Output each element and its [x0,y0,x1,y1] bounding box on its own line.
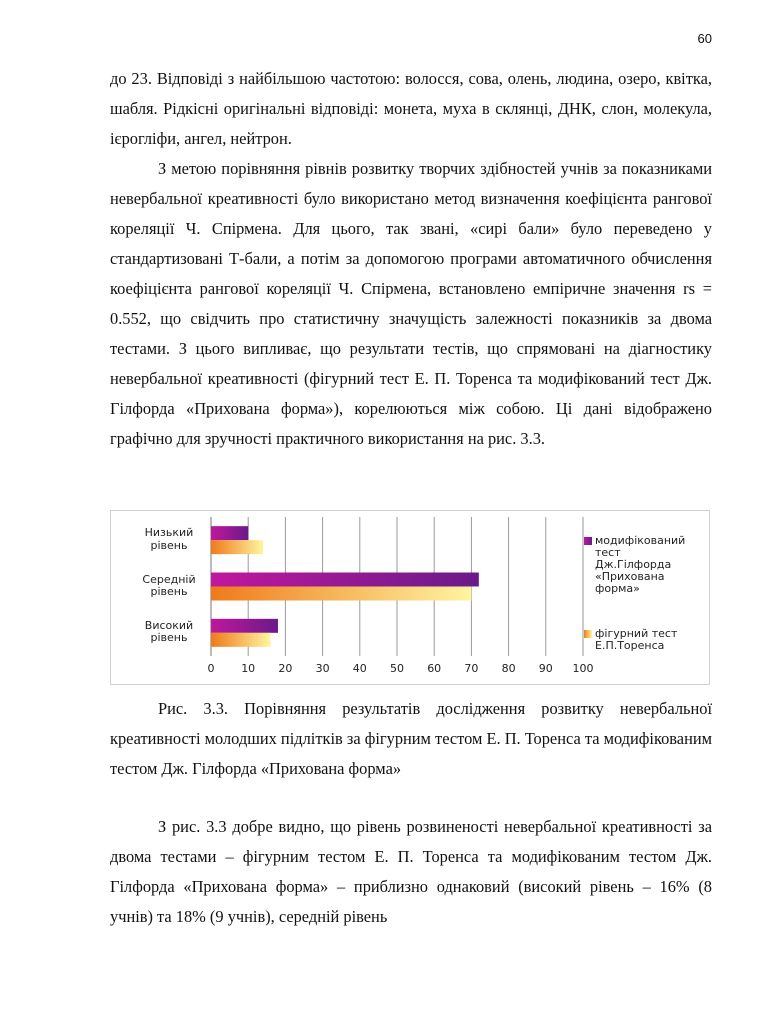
x-tick-label: 90 [538,662,553,675]
legend-entry-line: модифікований [595,534,686,547]
legend-entry-line: форма» [595,582,640,595]
figure-caption: Рис. 3.3. Порівняння результатів дослідження розвитку невербальної креативності молодших підлітків за фігурним тестом Е. П. Торенса та модифікованим тестом Дж. Гілфорда «Прихована форма» [110,699,712,778]
x-tick-label: 50 [390,662,404,675]
x-tick-label: 70 [464,662,479,675]
bar-series-1-cat-2 [211,633,271,647]
legend-swatch-1 [584,630,592,638]
body-text-bottom [110,812,712,932]
y-category-label [131,574,207,599]
y-category-label-line: рівень [150,631,188,645]
legend-entry-line: фігурний тест [595,627,678,640]
y-category-label-line: рівень [150,538,188,552]
y-category-label [131,527,207,552]
bar-series-0-cat-2 [211,619,278,633]
legend-swatch-0 [584,537,592,545]
bar-series-1-cat-1 [211,587,471,601]
y-category-label-line: Середній [142,572,196,586]
legend-entry-line: Е.П.Торенса [595,639,665,652]
legend-entry-line: тест [595,546,621,559]
bar-series-0-cat-0 [211,526,248,540]
y-category-label-line: Низький [144,526,194,540]
legend-entry-line: Дж.Гілфорда [595,558,672,571]
paragraph-3: З рис. 3.3 добре видно, що рівень розвиненості невербальної креативності за двома тестами – фігурним тестом Е. П. Торенса та модифікованим тестом Дж. Гілфорда «Прихована форма» – приблизно однаковий (високий рівень – 16% (8 учнів) та 18% (9 учнів), середній рівень [110,817,712,926]
bar-chart [110,510,710,685]
x-tick-label: 60 [427,662,442,675]
legend-entry-line: «Прихована [595,570,665,583]
x-tick-label: 30 [315,662,330,675]
x-tick-label: 100 [572,662,594,675]
paragraph-2: З метою порівняння рівнів розвитку творчих здібностей учнів за показниками невербальної креативності було використано метод визначення коефіцієнта рангової кореляції Ч. Спірмена. Для цього, так звані, «сирі бали» було переведено у стандартизовані Т-бали, а потім за допомогою програми автоматичного обчислення коефіцієнта рангової кореляції Ч. Спірмена, встановлено емпіричне значення rs = 0.552, що свідчить про статистичну значущість залежності показників за двома тестами. З цього випливає, що результати тестів, що спрямовані на діагностику невербальної креативності (фігурний тест Е. П. Торенса та модифікований тест Дж. Гілфорда «Прихована форма»), корелюються між собою. Ці дані відображено графічно для зручності практичного використання на рис. 3.3. [110,159,712,448]
x-tick-label: 10 [241,662,256,675]
bar-series-1-cat-0 [211,540,263,554]
page-number: 60 [697,31,712,46]
y-category-label-line: Високий [144,618,194,632]
body-text-top [110,64,712,454]
bar-series-0-cat-1 [211,573,479,587]
x-tick-label: 0 [207,662,215,675]
x-tick-label: 40 [352,662,367,675]
legend-entry-0 [595,535,707,595]
x-tick-label: 20 [278,662,293,675]
paragraph-1: до 23. Відповіді з найбільшою частотою: волосся, сова, олень, людина, озеро, квітка, шабля. Рідкісні оригінальні відповіді: монета, муха в склянці, ДНК, слон, молекула, ієрогліфи, ангел, нейтрон. [110,69,712,148]
x-tick-label: 80 [501,662,516,675]
legend-entry-1 [595,628,707,652]
y-category-label-line: рівень [150,585,188,598]
y-category-label [131,620,207,645]
